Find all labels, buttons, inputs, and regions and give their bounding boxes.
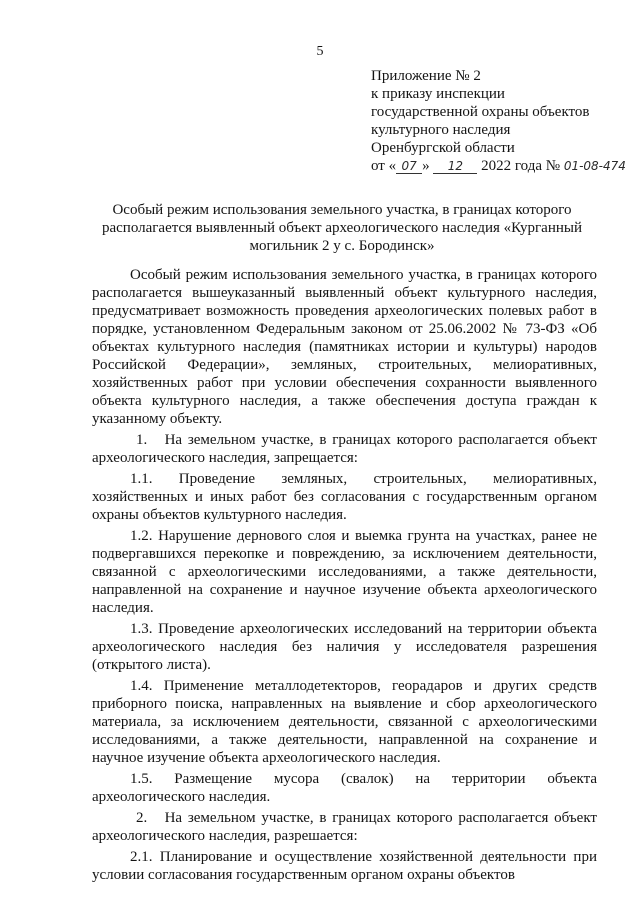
- document-title: Особый режим использования земельного участка, в границах которого располагается выявленный объект археологического наследия «Курганный могильник 2 у с. Бородинск»: [101, 202, 582, 254]
- paragraph: 2.1. Планирование и осуществление хозяйственной деятельности при условии согласования государственным органом охраны объектов: [92, 849, 597, 883]
- date-day-handwritten: 07: [396, 159, 422, 174]
- appendix-header: [371, 67, 631, 175]
- appendix-line: Приложение № 2: [371, 68, 481, 84]
- paragraph: 1. На земельном участке, в границах которого располагается объект археологического наследия, запрещается:: [92, 432, 597, 466]
- date-prefix: от «: [371, 158, 397, 174]
- paragraph: 1.4. Применение металлодетекторов, георадаров и других средств приборного поиска, направленных на выявление и сбор археологического материала, за исключением деятельности, связанной с археологическими исследованиями, а также деятельности, направленной на сохранение и научное изучение объекта археологического наследия.: [92, 678, 597, 766]
- document-body: [92, 266, 597, 887]
- paragraph: 2. На земельном участке, в границах которого располагается объект археологического наследия, разрешается:: [92, 810, 597, 844]
- page-number: 5: [316, 44, 324, 59]
- appendix-line: государственной охраны объектов: [371, 104, 590, 120]
- date-month-handwritten: 12: [433, 159, 477, 174]
- appendix-line: к приказу инспекции: [371, 86, 505, 102]
- date-sep: »: [422, 158, 430, 174]
- appendix-line: Оренбургской области: [371, 140, 515, 156]
- paragraph: 1.1. Проведение земляных, строительных, мелиоративных, хозяйственных и иных работ без согласования с государственным органом охраны объектов культурного наследия.: [92, 471, 597, 523]
- paragraph: 1.2. Нарушение дернового слоя и выемка грунта на участках, ранее не подвергавшихся перекопке и повреждению, за исключением деятельности, связанной с археологическими исследованиями, а также деятельности, направленной на сохранение и научное изучение объекта археологического наследия.: [92, 528, 597, 616]
- date-year: 2022 года №: [481, 158, 561, 174]
- paragraph: Особый режим использования земельного участка, в границах которого располагается вышеуказанный выявленный объект культурного наследия, предусматривает возможность проведения археологических полевых работ в порядке, установленном Федеральным законом от 25.06.2002 № 73-ФЗ «Об объектах культурного наследия (памятниках истории и культуры) народов Российской Федерации», земляных, строительных, мелиоративных, хозяйственных работ при условии обеспечения сохранности выявленного объекта культурного наследия, а также обеспечения доступа граждан к указанному объекту.: [92, 267, 597, 427]
- doc-number-handwritten: 01-08-474: [563, 159, 626, 173]
- paragraph: 1.5. Размещение мусора (свалок) на территории объекта археологического наследия.: [92, 771, 597, 805]
- appendix-date-line: [371, 157, 631, 175]
- paragraph: 1.3. Проведение археологических исследований на территории объекта археологического наследия без наличия у исследователя разрешения (открытого листа).: [92, 621, 597, 673]
- appendix-line: культурного наследия: [371, 122, 511, 138]
